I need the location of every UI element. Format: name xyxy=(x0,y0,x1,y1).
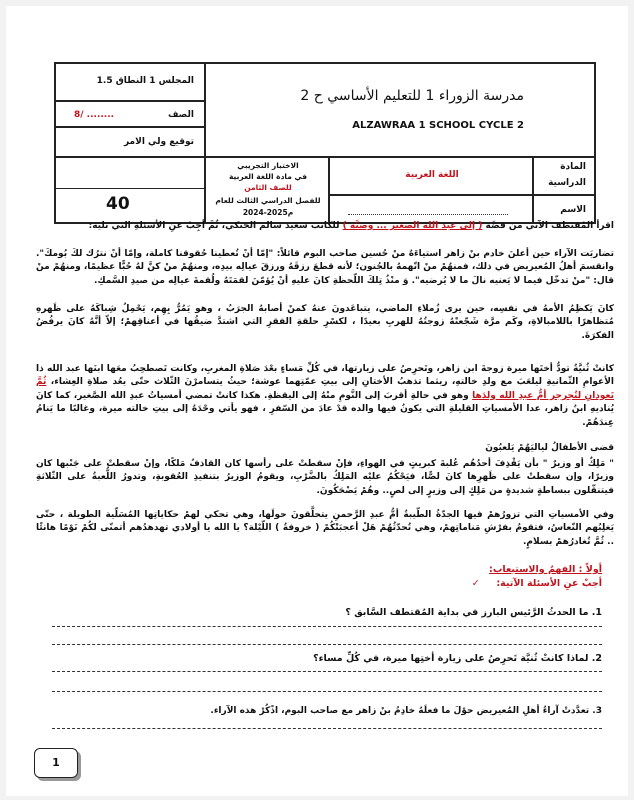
subject-value: اللغة العربية xyxy=(405,170,459,180)
exam-subject-line xyxy=(206,172,330,181)
exam-year: 2024-2025م xyxy=(242,208,294,217)
council-cell xyxy=(55,63,205,101)
class-cell xyxy=(55,101,205,127)
guardian-signature-label: توقيع ولي الامر xyxy=(123,137,194,147)
answer-line[interactable] xyxy=(52,626,602,627)
guardian-cell xyxy=(55,127,205,157)
subject-label-1: المادة xyxy=(560,162,586,172)
question-1: 1. ما الحدثُ الرَّئيس البارز في بداية المُقتطف السَّابق ؟ xyxy=(345,607,602,618)
question-2: 2. لماذا كانتْ ثُنيَّة تَحرِصُ على زيارة أختِها ميرة، في كُلِّ مساء؟ xyxy=(313,653,602,664)
story-title: ( إلى عبد الله الصغير ... وصيَّة ) xyxy=(342,221,483,231)
answer-line[interactable] xyxy=(52,671,602,672)
answer-line[interactable] xyxy=(52,691,602,692)
question-3: 3. تعدَّدتْ آراءُ أهلِ المُعيريض حوْلَ ما فعلَهُ خادِمُ بنْ زاهر مع صاحب البوم، اذْكُرْ هذه الآراء. xyxy=(210,706,602,716)
council-label: المجلس 1 النطاق 1.5 xyxy=(96,76,194,86)
paragraph-5: وفي الأمسياتِ التي تزورُهمْ فيها الجدّةُ الطّيبةُ أمُّ عبدِ الرَّحمنِ يتحلَّقونَ حولَها، وهي تحكي لهمْ حكاياتِها المُسَلّية الطويلة ، حتّى يَغلِبُهم النّعاسُ، فتقومُ بفرْشِ مَناماتِهمْ، وهي تُحدّثُهُمْ هَلْ أعجبَتْكُمْ ( خروفةُ ) اللّيْلة؟ يا الله يا أولادي تهدهدُهم أتمنّى لكُمْ نَوْمًا هانئًا .. ثُمَّ تُغادرُهمْ بسلامٍ. xyxy=(36,510,614,547)
name-dotted-line xyxy=(348,214,508,215)
class-value: 8/ ........ xyxy=(74,110,115,120)
page-number: 1 xyxy=(34,748,78,778)
passage-intro xyxy=(36,220,614,233)
paragraph-3-end: وهو في حالةِ أقربَ إلى النَّومِ منْهُ إلى اليقظةِ. هكذا كانتْ تمضي أمسياتُ عبدِ الله الصَّغير، كما كانَ يُناديهِ ابنُ زاهر، عدا الأمسياتِ القليلةِ التي يكونُ فيها والده قدْ عادَ من السّفرِ ، فهو يأتي وحْدَهُ إلى بيتِ خالته ميرة، وغالبًا ما يَنامُ عِندَهُمْ. xyxy=(36,390,614,428)
section-heading: أولاً : الفهمُ والاستيعاب: xyxy=(489,564,602,575)
total-score: 40 xyxy=(106,194,130,214)
exam-grade: للصف الثامن xyxy=(244,183,292,192)
exam-term: للفصل الدراسي الثالث للعام xyxy=(215,196,321,205)
exam-subject-text: في مادة اللغة العربية xyxy=(228,172,307,181)
paragraph-3 xyxy=(36,363,614,430)
answer-line[interactable] xyxy=(52,728,602,729)
score-divider xyxy=(56,188,206,189)
school-name-arabic: مدرسة الزوراء 1 للتعليم الأساسي ح 2 xyxy=(300,88,524,104)
paragraph-3-start: كانتْ ثُنيَّةُ تودُّ أختَها ميرة زوجةَ ابن زاهر، وتَحرِصُ على زيارتها، في كُلِّ مَساءٍ بعْدَ صَلاةِ المغربِ، وكانت تَصطحِبُ معَها ابنَها عبد الله ذا الأعوامِ الثّمانيةِ ليلعَبَ مع ولدِ خالتهِ، ريثما تذهبُ الأختانِ إلى بيتِ عمّتِهما عوشة؛ حيثُ يتسامرْنَ الثّلاث حتّى يعُد صلاةِ العِشاء، xyxy=(36,364,614,388)
intro-text: اقرأ المُقتطف الآتي من قصَّة xyxy=(485,221,614,231)
school-name-english: ALZAWRAA 1 SCHOOL CYCLE 2 xyxy=(352,120,524,131)
name-label: الاسم xyxy=(560,205,586,215)
paragraph-1: تضاربَت الآراء حين أعلنَ خادم بنْ زاهر استياءَهُ منْ حُسين صاحب البوم قائلاً: "إمّا أنْ تُعطينا حُقوقنا كاملة، وإمّا أنْ نترُك لكَ بُومكَ". وانقسمَ أهلُ المُعيريض في ذلك، فمنهُمْ منْ اتّهمهُ بالجُنون؛ لأنه قطعَ رزقَهُ ورزقَ عيالِه بيدِه، ومنهُمْ منْ كنَّ لهُ حُبًّا عظيمًا، ومنهُمْ منْ قال: "منْ تدخّل فيما لا يَعنيه نالَ ما لا يُرضيه". وَ منْذُ تِلكَ اللّحظةِ كانَ عليهِ أنْ يُؤمّنَ لقمَتَهُ ولُقمةَ عيالِه من صيدِ السَّمكِ. xyxy=(36,249,614,286)
instruction-text: أجبْ عنِ الأسئلة الآتية: xyxy=(496,578,602,589)
answer-line[interactable] xyxy=(52,644,602,645)
paragraph-4: " مَلِكٌ أو وزيرٌ " بأن يَقْذِفَ أحدُهُم عُلبةَ كبريتٍ في الهواءِ، فإنْ سقطتْ على رأسها كان القاذفُ مَلكًا، وإنْ سقطتْ على جَنْبها كان وزيرًا، وإن سقطتْ على ظَهرِها كانَ لصًّا، فيَحْكُمُ عليْه المَلِكُ بالضَّرْبِ، ويقومُ الوزيرُ بتنفيذِ العُقوبةِ، وتدورُ اللُّعبةُ على الثّلاثةِ فيتنقّلون ببساطةٍ شديدةٍ من مَلِكٍ إلى وزيرٍ إلى لصٍ.. وهُمْ يَضْحَكُونَ. xyxy=(36,459,614,496)
paragraph-4-title: قضى الأطفالُ لياليَهُمْ يَلعبُونَ xyxy=(485,443,614,453)
score-cell xyxy=(55,157,205,223)
subject-label-2: الدراسية xyxy=(548,178,586,188)
exam-page xyxy=(6,6,628,796)
name-label-cell xyxy=(533,195,595,223)
check-icon: ✓ xyxy=(471,578,480,589)
subject-value-cell xyxy=(329,157,533,195)
paragraph-2: كانَ يَكظِمُ الأمهُ في نفسِه، حين يرى زُملاءِ الماضي، يتباعَدونَ عنهُ كمنْ أصابهُ الجرَبُ ، وهو يَمُرُّ بِهِم، يَحْمِلُ شِباكَهُ على ظَهرهِ مُتظاهرًا باللامبالاةِ، وكَم مرَّة شَجّعتْهُ زوجتُهُ للهربِ بعيدًا ، لكسْرِ حلقةِ الفقرِ التي اشتدَّ ضيقُها في أعناقِهمْ؛ إلاّ أنَّهُ كانَ يرفُضُ الفكرَةَ. xyxy=(36,304,614,341)
subject-label-cell xyxy=(533,157,595,195)
exam-header xyxy=(54,62,596,224)
exam-info-cell xyxy=(205,157,329,223)
name-input-cell[interactable] xyxy=(329,195,533,223)
section-heading-row xyxy=(54,564,602,575)
instruction-row xyxy=(54,578,602,589)
class-label: الصف xyxy=(167,110,194,120)
paragraph-3-highlight: ثُمَّ تَعودانِ لتُجرجر أمُّ عبدِ الله ولدَها xyxy=(36,377,614,401)
intro-text-end: للكاتب سعيد سالم الحنكي، ثُمَّ أجِبْ عنِ الأسئلةِ التي تليه: xyxy=(88,221,340,231)
exam-title: الاختبار التجريبي xyxy=(237,161,299,170)
school-title-cell xyxy=(205,63,595,157)
